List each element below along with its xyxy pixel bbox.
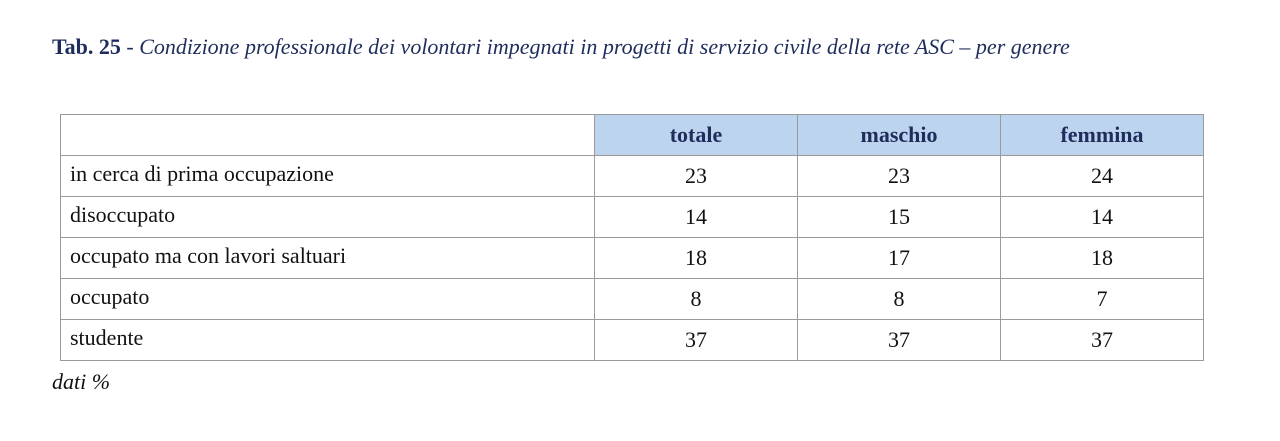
cell-femmina: 24 bbox=[1001, 156, 1204, 197]
cell-totale: 37 bbox=[595, 320, 798, 361]
header-row bbox=[61, 115, 1204, 156]
data-table bbox=[60, 114, 1204, 361]
cell-femmina: 14 bbox=[1001, 197, 1204, 238]
column-header-maschio: maschio bbox=[798, 115, 1001, 156]
cell-totale: 14 bbox=[595, 197, 798, 238]
cell-femmina: 7 bbox=[1001, 279, 1204, 320]
row-label: occupato ma con lavori saltuari bbox=[61, 238, 595, 279]
column-header-totale: totale bbox=[595, 115, 798, 156]
cell-totale: 18 bbox=[595, 238, 798, 279]
table-number: Tab. 25 bbox=[52, 34, 121, 59]
cell-femmina: 18 bbox=[1001, 238, 1204, 279]
row-label: occupato bbox=[61, 279, 595, 320]
table-row bbox=[61, 279, 1204, 320]
cell-maschio: 8 bbox=[798, 279, 1001, 320]
table-caption bbox=[52, 26, 1202, 68]
cell-maschio: 15 bbox=[798, 197, 1001, 238]
cell-maschio: 37 bbox=[798, 320, 1001, 361]
cell-totale: 23 bbox=[595, 156, 798, 197]
table-row bbox=[61, 156, 1204, 197]
row-label: studente bbox=[61, 320, 595, 361]
cell-femmina: 37 bbox=[1001, 320, 1204, 361]
table-row bbox=[61, 197, 1204, 238]
table-title: - Condizione professionale dei volontari impegnati in progetti di servizio civile della rete ASC – per genere bbox=[120, 34, 1070, 59]
row-label: disoccupato bbox=[61, 197, 595, 238]
cell-totale: 8 bbox=[595, 279, 798, 320]
cell-maschio: 23 bbox=[798, 156, 1001, 197]
cell-maschio: 17 bbox=[798, 238, 1001, 279]
table-row bbox=[61, 238, 1204, 279]
table-row bbox=[61, 320, 1204, 361]
units-note: dati % bbox=[52, 369, 111, 394]
row-label: in cerca di prima occupazione bbox=[61, 156, 595, 197]
header-corner-cell bbox=[61, 115, 595, 156]
column-header-femmina: femmina bbox=[1001, 115, 1204, 156]
